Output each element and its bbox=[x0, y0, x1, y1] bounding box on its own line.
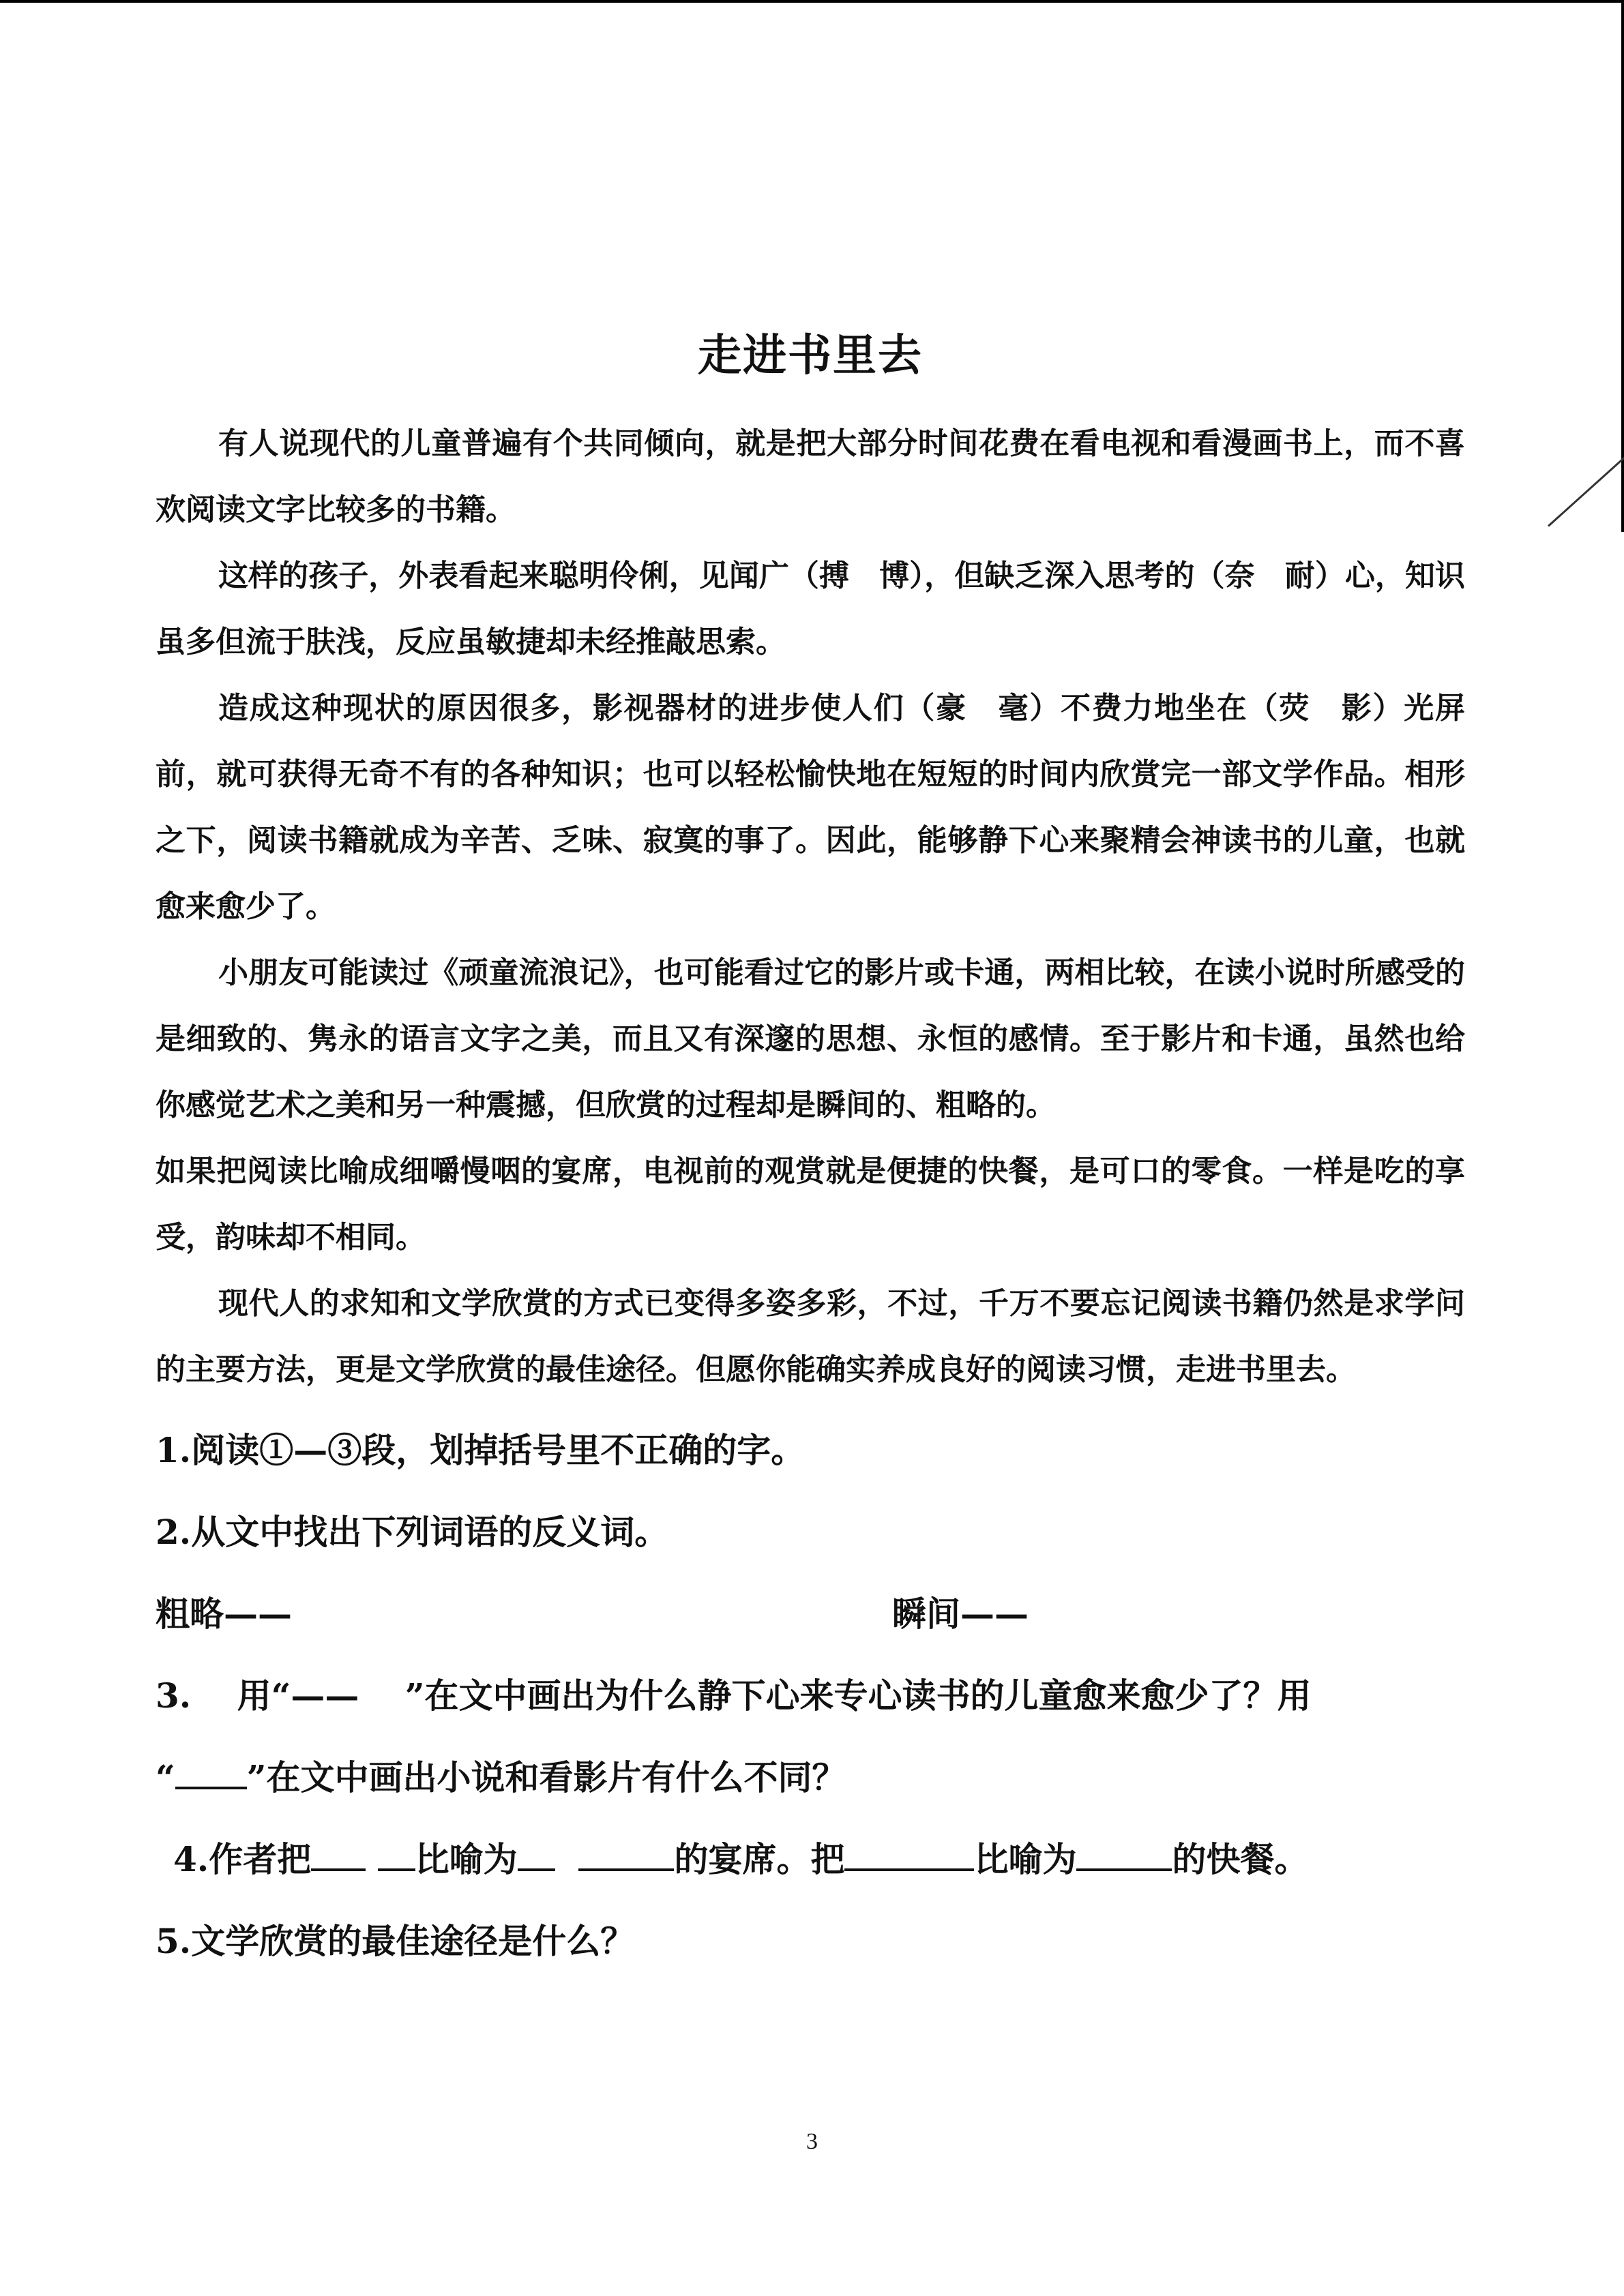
paragraph-5: 如果把阅读比喻成细嚼慢咽的宴席，电视前的观赏就是便捷的快餐，是可口的零食。一样是吃的享受，韵味却不相同。 bbox=[156, 1154, 1465, 1255]
paragraph-1: 有人说现代的儿童普遍有个共同倾向，就是把大部分时间花费在看电视和看漫画书上，而不喜欢阅读文字比较多的书籍。 bbox=[156, 426, 1465, 527]
question-3-line-2: “ ”在文中画出小说和看影片有什么不同？ bbox=[156, 1737, 1465, 1819]
answer-blank-1[interactable] bbox=[311, 1837, 366, 1871]
wavy-underline-sample bbox=[175, 1755, 247, 1789]
answer-blank-5[interactable] bbox=[844, 1837, 974, 1871]
answer-blank-2[interactable] bbox=[378, 1837, 415, 1871]
question-5: 5.文学欣赏的最佳途径是什么？ bbox=[156, 1921, 635, 1961]
page-top-border bbox=[0, 0, 1624, 3]
paragraph-6: 现代人的求知和文学欣赏的方式已变得多姿多彩，不过，千万不要忘记阅读书籍仍然是求学问的主要方法，更是文学欣赏的最佳途径。但愿你能确实养成良好的阅读习惯，走进书里去。 bbox=[156, 1286, 1465, 1387]
document-body bbox=[156, 320, 1465, 1982]
paragraph-3: 造成这种现状的原因很多，影视器材的进步使人们（豪 毫）不费力地坐在（荧 影）光屏前，就可获得无奇不有的各种知识；也可以轻松愉快地在短短的时间内欣赏完一部文学作品。相形之下，阅读书籍就成为辛苦、乏味、寂寞的事了。因此，能够静下心来聚精会神读书的儿童，也就愈来愈少了。 bbox=[156, 691, 1465, 924]
paragraph-2: 这样的孩子，外表看起来聪明伶俐，见闻广（搏 博），但缺乏深入思考的（奈 耐）心，知识虽多但流于肤浅，反应虽敏捷却未经推敲思索。 bbox=[156, 558, 1465, 659]
corner-fold-line bbox=[1548, 434, 1624, 527]
page-number: 3 bbox=[806, 2129, 818, 2154]
document-title: 走进书里去 bbox=[698, 330, 923, 381]
antonym-rough: 粗略—— bbox=[156, 1594, 292, 1634]
answer-blank-3[interactable] bbox=[518, 1837, 555, 1871]
antonym-instant: 瞬间—— bbox=[892, 1594, 1029, 1634]
question-3-line-1: 3. 用“—— ”在文中画出为什么静下心来专心读书的儿童愈来愈少了？用 bbox=[156, 1675, 1312, 1716]
question-2-answers bbox=[156, 1573, 1465, 1655]
answer-blank-4[interactable] bbox=[578, 1837, 674, 1871]
question-2: 2.从文中找出下列词语的反义词。 bbox=[156, 1512, 669, 1552]
paragraph-4: 小朋友可能读过《顽童流浪记》，也可能看过它的影片或卡通，两相比较，在读小说时所感受的是细致的、隽永的语言文字之美，而且又有深邃的思想、永恒的感情。至于影片和卡通，虽然也给你感觉艺术之美和另一种震撼，但欣赏的过程却是瞬间的、粗略的。 bbox=[156, 955, 1465, 1122]
answer-blank-6[interactable] bbox=[1076, 1837, 1172, 1871]
question-1: 1.阅读①—③段，划掉括号里不正确的字。 bbox=[156, 1430, 806, 1470]
page-right-border bbox=[1621, 0, 1624, 532]
question-4: 4.作者把 比喻为 的宴席。把 比喻为 的快餐。 bbox=[156, 1819, 1465, 1900]
